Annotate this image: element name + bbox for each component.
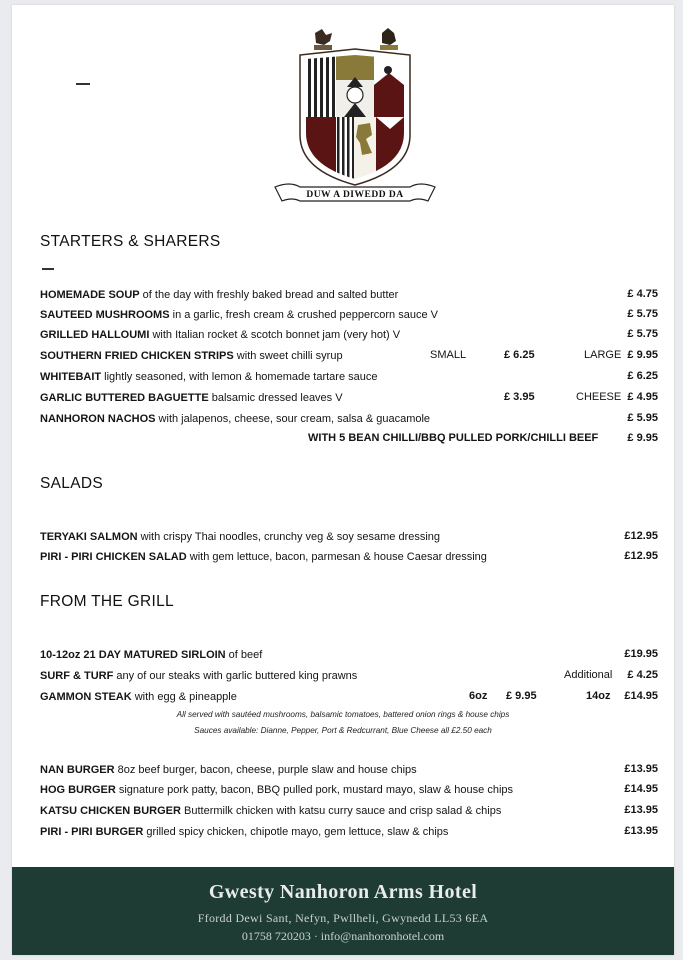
item-price: £12.95 (624, 530, 658, 542)
section-title-starters: STARTERS & SHARERS (40, 233, 221, 250)
item-price-small: £ 9.95 (506, 690, 537, 702)
size-label-small: SMALL (430, 349, 467, 361)
hotel-address: Ffordd Dewi Sant, Nefyn, Pwllheli, Gwynedd LL53 6EA (197, 911, 489, 925)
size-label-large: 14oz (586, 690, 611, 702)
menu-item: SURF & TURF any of our steaks with garlic buttered king prawns (40, 670, 358, 682)
menu-item: GAMMON STEAK with egg & pineapple (40, 691, 237, 703)
item-price: £ 5.95 (627, 412, 658, 424)
item-price: £14.95 (624, 690, 658, 702)
item-price-small: £ 6.25 (504, 349, 535, 361)
item-price: £13.95 (624, 804, 658, 816)
grill-note-served: All served with sautéed mushrooms, balsamic tomatoes, battered onion rings & house chips (176, 710, 510, 719)
nachos-extra: WITH 5 BEAN CHILLI/BBQ PULLED PORK/CHILLI BEEF (308, 432, 599, 444)
menu-item: SAUTEED MUSHROOMS in a garlic, fresh cream & crushed peppercorn sauce V (40, 309, 438, 321)
item-price: £12.95 (624, 550, 658, 562)
item-price: £13.95 (624, 763, 658, 775)
menu-item: PIRI - PIRI CHICKEN SALAD with gem lettuce, bacon, parmesan & house Caesar dressing (40, 551, 487, 563)
crest-motto: DUW A DIWEDD DA (306, 190, 404, 200)
grill-note-sauces: Sauces available: Dianne, Pepper, Port & Redcurrant, Blue Cheese all £2.50 each (194, 726, 492, 735)
item-price: £ 4.95 (627, 391, 658, 403)
size-label-large: CHEESE (576, 391, 622, 403)
extra-label: Additional (564, 669, 613, 681)
menu-item: KATSU CHICKEN BURGER Buttermilk chicken with katsu curry sauce and crisp salad & chips (40, 805, 502, 817)
item-price: £ 6.25 (627, 370, 658, 382)
menu-item: WHITEBAIT lightly seasoned, with lemon & homemade tartare sauce (40, 371, 378, 383)
item-price: £ 4.25 (627, 669, 658, 681)
item-price: £ 5.75 (627, 328, 658, 340)
section-title-salads: SALADS (40, 475, 103, 492)
item-price-small: £ 3.95 (504, 391, 535, 403)
item-price: £ 4.75 (627, 288, 658, 300)
size-label-small: 6oz (469, 690, 488, 702)
hotel-name: Gwesty Nanhoron Arms Hotel (208, 881, 478, 903)
crest-left-figure (314, 29, 332, 50)
menu-item: PIRI - PIRI BURGER grilled spicy chicken, chipotle mayo, gem lettuce, slaw & chips (40, 826, 449, 838)
menu-item: GRILLED HALLOUMI with Italian rocket & scotch bonnet jam (very hot) V (40, 329, 401, 341)
decorative-dash (42, 268, 54, 270)
crest-right-figure (380, 28, 398, 50)
item-price: £ 9.95 (627, 349, 658, 361)
menu-item: NANHORON NACHOS with jalapenos, cheese, sour cream, salsa & guacamole (40, 413, 431, 425)
item-price: £19.95 (624, 648, 658, 660)
item-price: £ 5.75 (627, 308, 658, 320)
menu-item: 10-12oz 21 DAY MATURED SIRLOIN of beef (40, 649, 263, 661)
menu-page (12, 5, 674, 955)
size-label-large: LARGE (584, 349, 622, 361)
crest-logo (270, 25, 440, 215)
menu-item: GARLIC BUTTERED BAGUETTE balsamic dressed leaves V (40, 392, 343, 404)
section-title-grill: FROM THE GRILL (40, 593, 174, 610)
menu-item: NAN BURGER 8oz beef burger, bacon, cheese, purple slaw and house chips (40, 764, 417, 776)
decorative-dash (76, 83, 90, 85)
crest-stripes (306, 55, 336, 117)
item-price: £ 9.95 (627, 432, 658, 444)
menu-item: HOG BURGER signature pork patty, bacon, BBQ pulled pork, mustard mayo, slaw & house chips (40, 784, 514, 796)
footer-banner (12, 867, 674, 955)
menu-item: HOMEMADE SOUP of the day with freshly baked bread and salted butter (40, 289, 399, 301)
item-price: £13.95 (624, 825, 658, 837)
menu-item: SOUTHERN FRIED CHICKEN STRIPS with sweet chilli syrup (40, 350, 343, 362)
hotel-contact: 01758 720203 · info@nanhoronhotel.com (241, 929, 445, 943)
menu-item: TERYAKI SALMON with crispy Thai noodles, crunchy veg & soy sesame dressing (40, 531, 441, 543)
item-price: £14.95 (624, 783, 658, 795)
